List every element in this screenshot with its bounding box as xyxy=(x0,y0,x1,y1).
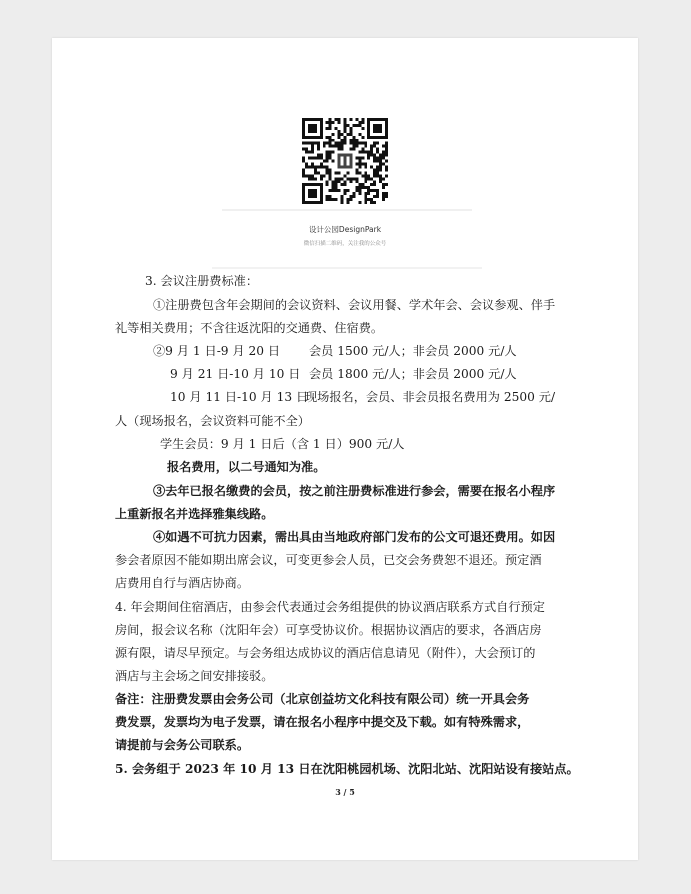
document-page xyxy=(52,38,638,860)
fee-row-detail: 会员 1800 元/人；非会员 2000 元/人 xyxy=(309,367,517,381)
page-number: 3 / 5 xyxy=(335,787,355,797)
fee-row-period: 10 月 11 日-10 月 13 日 xyxy=(170,390,309,404)
fee-row3-continued: 人（现场报名，会议资料可能不全） xyxy=(115,414,310,428)
section4-line3: 源有限，请尽早预定。与会务组达成协议的酒店信息请见（附件），大会预订的 xyxy=(115,646,536,660)
section3-p3-line2: 上重新报名并选择雅集线路。 xyxy=(115,507,274,521)
bleed-through-line xyxy=(212,267,482,269)
section5-line1: 5. 会务组于 2023 年 10 月 13 日在沈阳桃园机场、沈阳北站、沈阳站设有接站点。 xyxy=(115,762,579,776)
remark-line1: 备注：注册费发票由会务公司（北京创益坊文化科技有限公司）统一开具会务 xyxy=(115,692,530,706)
fee-row-period: ②9 月 1 日-9 月 20 日 xyxy=(153,344,281,358)
section3-p4-line2: 参会者原因不能如期出席会议，可变更参会人员，已交会务费恕不退还。预定酒 xyxy=(115,553,542,567)
section4-line1: 4. 年会期间住宿酒店，由参会代表通过会务组提供的协议酒店联系方式自行预定 xyxy=(115,600,545,614)
section3-p3-line1: ③去年已报名缴费的会员，按之前注册费标准进行参会，需要在报名小程序 xyxy=(153,484,556,498)
bleed-through-line xyxy=(222,209,472,211)
fee-row-period: 9 月 21 日-10 月 10 日 xyxy=(170,367,301,381)
qr-caption: 设计公园DesignPark xyxy=(308,225,382,234)
section3-p4-line1: ④如遇不可抗力因素，需出具由当地政府部门发布的公文可退还费用。如因 xyxy=(153,530,556,544)
fee-notice: 报名费用，以二号通知为准。 xyxy=(167,460,326,474)
section4-line2: 房间，报会议名称（沈阳年会）可享受协议价。根据协议酒店的要求，各酒店房 xyxy=(115,623,542,637)
section3-p1-line1: ①注册费包含年会期间的会议资料、会议用餐、学术年会、会议参观、伴手 xyxy=(153,298,556,312)
section3-p4-line3: 店费用自行与酒店协商。 xyxy=(115,576,250,590)
qr-code xyxy=(302,118,388,204)
qr-subcaption: 微信扫描二维码，关注我的公众号 xyxy=(303,241,387,247)
section3-heading: 3. 会议注册费标准： xyxy=(145,274,259,288)
student-fee: 学生会员：9 月 1 日后（含 1 日）900 元/人 xyxy=(160,437,405,451)
remark-line3: 请提前与会务公司联系。 xyxy=(115,738,250,752)
remark-line2: 费发票，发票均为电子发票，请在报名小程序中提交及下载。如有特殊需求， xyxy=(115,715,530,729)
section3-p1-line2: 礼等相关费用；不含往返沈阳的交通费、住宿费。 xyxy=(115,321,384,335)
fee-row-detail: 现场报名，会员、非会员报名费用为 2500 元/ xyxy=(305,390,556,404)
fee-row-detail: 会员 1500 元/人；非会员 2000 元/人 xyxy=(309,344,517,358)
section4-line4: 酒店与主会场之间安排接驳。 xyxy=(115,669,274,683)
